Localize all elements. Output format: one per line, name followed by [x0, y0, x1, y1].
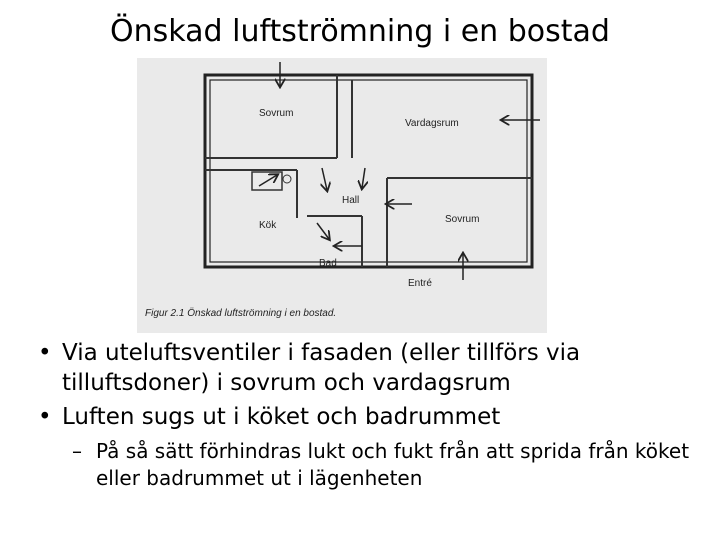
bullet-item: [30, 338, 710, 398]
bullet-list: [30, 338, 710, 492]
room-label-vardagsrum: Vardagsrum: [405, 118, 459, 129]
bullet-item: [30, 402, 710, 432]
bullet-marker: •: [38, 340, 52, 366]
room-label-entre: Entré: [408, 278, 432, 289]
room-label-sovrum-2: Sovrum: [445, 214, 480, 225]
bullet-marker: •: [38, 404, 52, 430]
floor-plan-drawing: [137, 58, 547, 333]
interior-walls: [205, 75, 532, 267]
arrow-hall-1: [322, 168, 327, 190]
bullet-text: Luften sugs ut i köket och badrummet: [62, 404, 501, 430]
room-label-sovrum: Sovrum: [259, 108, 294, 119]
sub-bullet-marker: –: [72, 439, 82, 463]
sub-bullet-text: På så sätt förhindras lukt och fukt från att sprida från köket eller badrummet ut i lägenheten: [96, 439, 690, 490]
room-label-kok: Kök: [259, 220, 277, 231]
bullet-text: Via uteluftsventiler i fasaden (eller tillförs via tilluftsdoner) i sovrum och vardagsrum: [62, 340, 581, 396]
arrow-bad-1: [317, 223, 329, 239]
arrow-kok-exhaust: [259, 175, 277, 186]
arrow-hall-2: [362, 168, 365, 188]
airflow-arrows: [259, 62, 540, 280]
room-label-hall: Hall: [342, 195, 360, 206]
room-label-bad: Bad: [319, 258, 337, 269]
slide-title: Önskad luftströmning i en bostad: [110, 14, 610, 49]
figure-caption: Figur 2.1 Önskad luftströmning i en bostad.: [145, 308, 337, 319]
sub-bullet-item: [30, 438, 710, 492]
floor-plan-figure: [137, 58, 547, 333]
